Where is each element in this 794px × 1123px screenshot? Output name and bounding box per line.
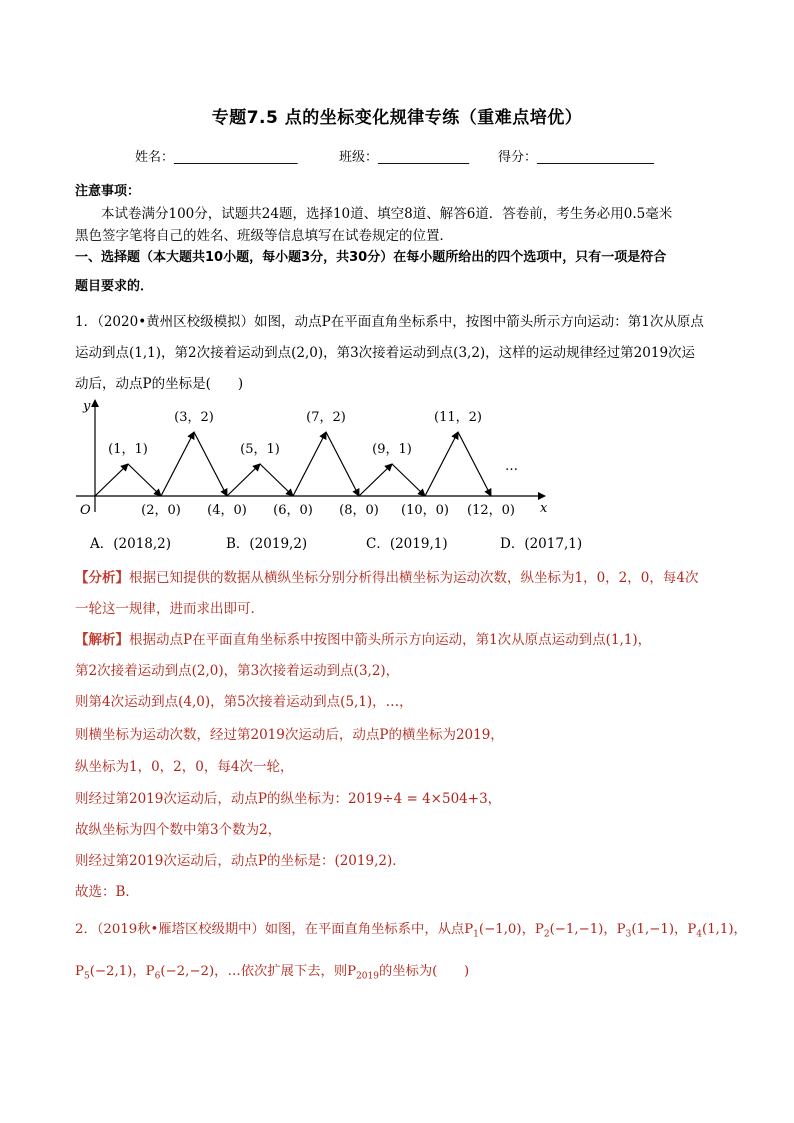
notes-heading: 注意事项：	[75, 184, 141, 199]
p2-coord: (−1,−1)，P	[549, 922, 626, 937]
solution-line-2: 第2次接着运动到点(2,0)，第3次接着运动到点(3,2)，	[75, 663, 400, 679]
analysis-text-1: 根据已知提供的数据从横纵坐标分别分析得出横坐标为运动次数，纵坐标为1，0，2，0，每4次	[129, 570, 699, 586]
q1-option-b[interactable]: B．(2019,2)	[226, 536, 308, 552]
q2-line-2	[75, 960, 469, 982]
origin-label: O	[80, 503, 91, 518]
solution-line-9: 故选：B．	[75, 884, 139, 900]
p5-coord: (−2,1)，P	[89, 964, 155, 979]
class-field[interactable]: 班级：______________	[339, 150, 470, 165]
q1-line-3: 动后，动点P的坐标是( )	[75, 376, 244, 392]
zigzag-segment	[194, 432, 227, 496]
solution-line-1	[75, 628, 651, 648]
axis-point-label: (12，0)	[467, 503, 515, 518]
p3-coord: (1,−1)，P	[631, 922, 697, 937]
ellipsis: …	[505, 459, 518, 474]
zigzag-figure	[70, 394, 560, 524]
p6-sub: 6	[154, 971, 161, 982]
q1-option-a[interactable]: A．(2018,2)	[90, 536, 172, 552]
zigzag-segment	[128, 464, 161, 496]
solution-text-1: 根据动点P在平面直角坐标系中按图中箭头所示方向运动，第1次从原点运动到点(1,1)，	[129, 632, 652, 648]
zigzag-segment	[425, 432, 458, 496]
p2019-sub: 2019	[356, 971, 379, 982]
zigzag-segment	[161, 432, 194, 496]
p4-coord: (1,1)，	[702, 922, 747, 937]
solution-line-7: 故纵坐标为四个数中第3个数为2，	[75, 822, 282, 838]
q1-line-2: 运动到点(1,1)，第2次接着运动到点(2,0)，第3次接着运动到点(3,2)，这样的运动规律经过第2019次运	[75, 345, 696, 361]
p2-sub: 2	[543, 929, 550, 940]
q2-text-1: 2．（2019秋•雁塔区校级期中）如图，在平面直角坐标系中，从点P	[75, 922, 474, 937]
peak-label: (11，2)	[434, 410, 482, 425]
zigzag-segment	[458, 432, 491, 496]
solution-line-8: 则经过第2019次运动后，动点P的坐标是：(2019,2)．	[75, 853, 406, 869]
solution-line-4: 则横坐标为运动次数，经过第2019次运动后，动点P的横坐标为2019，	[75, 727, 504, 743]
axis-point-label: (2，0)	[141, 503, 181, 518]
zigzag-segment	[227, 464, 260, 496]
q2-line-1	[75, 918, 747, 940]
q1-option-c[interactable]: C．(2019,1)	[366, 536, 448, 552]
zigzag-segment	[326, 432, 359, 496]
point-labels	[108, 410, 515, 518]
axis-point-label: (4，0)	[207, 503, 247, 518]
peak-label: (1，1)	[108, 442, 148, 457]
notes-line-1: 本试卷满分100分，试题共24题，选择10道、填空8道、解答6道．答卷前，考生务必用0.5毫米	[101, 206, 673, 222]
page-title: 专题7.5 点的坐标变化规律专练（重难点培优）	[211, 108, 583, 128]
solution-line-3: 则第4次运动到点(4,0)，第5次接着运动到点(5,1)，…，	[75, 694, 413, 710]
q1-option-d[interactable]: D．(2017,1)	[500, 536, 583, 552]
p1-sub: 1	[473, 929, 479, 940]
zigzag-segment	[260, 464, 293, 496]
solution-tag: 【解析】	[75, 632, 129, 648]
solution-line-6: 则经过第2019次运动后，动点P的纵坐标为：2019÷4 = 4×504+3，	[75, 791, 502, 807]
y-axis-label: y	[83, 399, 91, 414]
analysis-tag: 【分析】	[75, 570, 129, 586]
analysis-line-1	[75, 566, 698, 586]
p3-sub: 3	[625, 929, 632, 940]
peak-label: (3，2)	[174, 410, 214, 425]
x-axis-label: x	[540, 501, 548, 516]
score-field[interactable]: 得分：__________________	[498, 150, 655, 165]
solution-line-5: 纵坐标为1，0，2，0，每4次一轮，	[75, 759, 294, 775]
notes-line-2: 黑色签字笔将自己的姓名、班级等信息填写在试卷规定的位置．	[75, 228, 453, 244]
section-heading-2: 题目要求的．	[75, 279, 154, 294]
p6-coord: (−2,−2)，…依次扩展下去，则P	[160, 964, 357, 979]
zigzag-segment	[359, 464, 392, 496]
zigzag-segment	[95, 464, 128, 496]
p4-sub: 4	[696, 929, 703, 940]
analysis-line-2: 一轮这一规律，进而求出即可．	[75, 601, 264, 617]
zigzag-path	[95, 432, 491, 496]
zigzag-segment	[293, 432, 326, 496]
p5-sub: 5	[83, 971, 90, 982]
section-heading-1: 一、选择题（本大题共10小题，每小题3分，共30分）在每小题所给出的四个选项中，只有一项是符合	[75, 250, 667, 265]
zigzag-segment	[392, 464, 425, 496]
name-field[interactable]: 姓名：___________________	[135, 150, 298, 165]
q1-line-1: 1．（2020•黄州区校级模拟）如图，动点P在平面直角坐标系中，按图中箭头所示方向运动：第1次从原点	[75, 314, 704, 330]
q2-text-2: P	[75, 964, 84, 979]
peak-label: (5，1)	[240, 442, 280, 457]
axis-point-label: (8，0)	[339, 503, 379, 518]
peak-label: (9，1)	[372, 442, 412, 457]
peak-label: (7，2)	[306, 410, 346, 425]
q2-text-2-end: 的坐标为( )	[378, 964, 470, 979]
p1-coord: (−1,0)，P	[478, 922, 544, 937]
axis-point-label: (10，0)	[401, 503, 449, 518]
axis-point-label: (6，0)	[273, 503, 313, 518]
